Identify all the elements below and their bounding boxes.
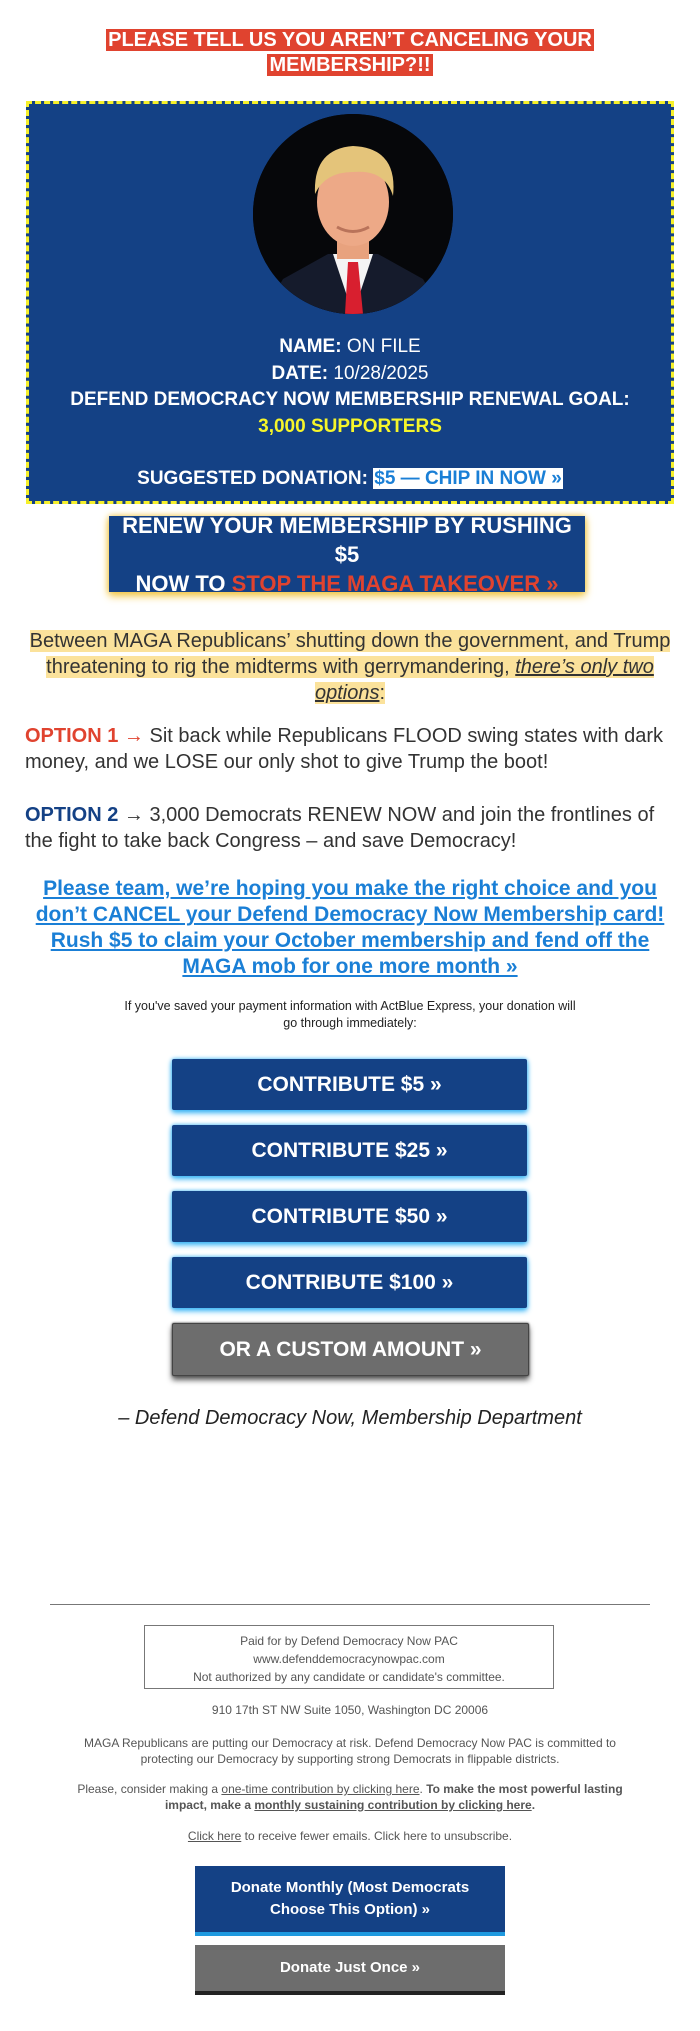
mission-statement: MAGA Republicans are putting our Democracy at risk. Defend Democracy Now PAC is committed to protecting our Democracy by supporting strong Democrats in flippable districts. [84, 1736, 616, 1766]
card-details [29, 334, 671, 493]
goal-value: 3,000 SUPPORTERS [258, 415, 442, 437]
donate-monthly-button[interactable]: Donate Monthly (Most Democrats Choose This Option) » [195, 1866, 505, 1936]
website-line: www.defenddemocracynowpac.com [253, 1652, 445, 1666]
date-row: DATE: 10/28/2025 [271, 362, 429, 384]
suggested-row: SUGGESTED DONATION: $5 — CHIP IN NOW » [137, 468, 562, 489]
portrait-photo [253, 114, 453, 314]
contribution-options: Please, consider making a one-time contribution by clicking here. To make the most powerful lasting impact, make a monthly sustaining contribution by clicking here. [77, 1782, 623, 1812]
one-time-contribution-link[interactable]: one-time contribution by clicking here [221, 1782, 420, 1796]
authorization-line: Not authorized by any candidate or candidate's committee. [193, 1670, 505, 1684]
contribute-5-button[interactable]: CONTRIBUTE $5 » [172, 1059, 527, 1110]
donate-once-button[interactable]: Donate Just Once » [195, 1945, 505, 1995]
unsubscribe-text[interactable]: to receive fewer emails. Click here to unsubscribe. [241, 1829, 513, 1843]
contribute-100-button[interactable]: CONTRIBUTE $100 » [172, 1257, 527, 1308]
footer-divider [50, 1604, 650, 1605]
name-row: NAME: ON FILE [279, 336, 421, 357]
goal-label: DEFEND DEMOCRACY NOW MEMBERSHIP RENEWAL GOAL: [70, 389, 630, 410]
headline-line-1: PLEASE TELL US YOU AREN’T CANCELING YOUR [108, 29, 592, 51]
monthly-contribution-link[interactable]: monthly sustaining contribution by clicking here [254, 1798, 532, 1812]
signature: – Defend Democracy Now, Membership Department [118, 1407, 582, 1429]
fewer-emails-link[interactable]: Click here [187, 1829, 242, 1843]
paid-for-line: Paid for by Defend Democracy Now PAC [240, 1634, 458, 1648]
intro-paragraph: Between MAGA Republicans’ shutting down the government, and Trump threatening to rig the midterms with gerrymandering, there’s only two options: [29, 630, 671, 704]
headline [0, 28, 700, 78]
contribute-25-button[interactable]: CONTRIBUTE $25 » [172, 1125, 527, 1176]
membership-card [26, 101, 674, 504]
address: 910 17th ST NW Suite 1050, Washington DC 20006 [211, 1703, 489, 1717]
email-preferences [0, 1828, 700, 1844]
chip-in-link[interactable]: $5 — CHIP IN NOW » [374, 468, 562, 489]
headline-line-2: MEMBERSHIP?!! [269, 54, 431, 76]
custom-amount-button[interactable]: OR A CUSTOM AMOUNT » [172, 1323, 529, 1376]
renew-appeal-link[interactable]: Please team, we’re hoping you make the right choice and you don’t CANCEL your Defend Democracy Now Membership card! Rush $5 to claim your October membership and fend off the MAGA mob for one more month » [35, 877, 665, 978]
renew-membership-button[interactable]: RENEW YOUR MEMBERSHIP BY RUSHING $5 NOW TO STOP THE MAGA TAKEOVER » [109, 516, 585, 592]
actblue-express-note: If you've saved your payment information with ActBlue Express, your donation will go through immediately: [124, 999, 576, 1030]
option-2: OPTION 2 → 3,000 Democrats RENEW NOW and join the frontlines of the fight to take back Congress – and save Democracy! [25, 804, 655, 852]
paid-for-box [144, 1625, 554, 1689]
contribute-50-button[interactable]: CONTRIBUTE $50 » [172, 1191, 527, 1242]
option-1: OPTION 1 → Sit back while Republicans FLOOD swing states with dark money, and we LOSE our only shot to give Trump the boot! [25, 725, 664, 773]
